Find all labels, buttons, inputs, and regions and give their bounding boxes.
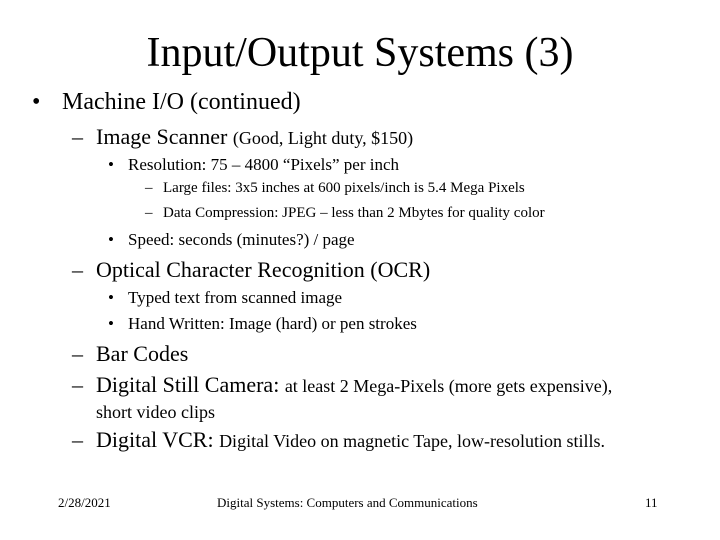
camera-detail-text: at least 2 Mega-Pixels (more gets expensive), (284, 376, 613, 396)
camera-continuation (96, 398, 215, 424)
scanner-detail-text: (Good, Light duty, $150) (232, 128, 414, 148)
dash-marker: – (72, 257, 83, 282)
sub-bullet-still-camera (72, 372, 612, 398)
dash-marker: – (72, 427, 83, 452)
speed-text: Speed: seconds (minutes?) / page (128, 230, 355, 249)
item-speed (108, 230, 355, 250)
vcr-main-text: Digital VCR: (96, 427, 214, 452)
footer-page-number: 11 (645, 495, 658, 510)
item-typed-text (108, 288, 342, 308)
dash-marker: – (72, 341, 83, 366)
sub-bullet-digital-vcr (72, 427, 605, 453)
bullet-marker: • (108, 288, 114, 307)
dash-marker: – (145, 205, 153, 221)
ocr-text: Optical Character Recognition (OCR) (96, 257, 431, 282)
dash-marker: – (72, 124, 83, 149)
bullet-machine-io (32, 89, 301, 116)
dash-marker: – (72, 372, 83, 397)
bullet-marker: • (108, 230, 114, 249)
bullet-marker: • (108, 314, 114, 333)
bullet-marker: • (108, 155, 114, 174)
resolution-text: Resolution: 75 – 4800 “Pixels” per inch (128, 155, 400, 174)
bar-codes-text: Bar Codes (96, 341, 189, 366)
bullet-text: Machine I/O (continued) (62, 89, 301, 115)
typed-text: Typed text from scanned image (128, 288, 343, 307)
footer-date: 2/28/2021 (58, 495, 111, 510)
camera-main-text: Digital Still Camera: (96, 372, 280, 397)
slide-title: Input/Output Systems (3) (146, 30, 574, 76)
sub-bullet-ocr (72, 257, 430, 283)
camera-detail-2-text: short video clips (96, 402, 215, 422)
vcr-detail-text: Digital Video on magnetic Tape, low-resolution stills. (219, 431, 605, 451)
compression-text: Data Compression: JPEG – less than 2 Mbytes for quality color (163, 205, 545, 221)
bullet-marker: • (32, 89, 41, 115)
scanner-main-text: Image Scanner (96, 124, 228, 149)
detail-large-files (145, 180, 525, 197)
large-files-text: Large files: 3x5 inches at 600 pixels/inch is 5.4 Mega Pixels (163, 180, 525, 196)
sub-bullet-image-scanner (72, 124, 413, 150)
footer-title: Digital Systems: Computers and Communications (217, 495, 478, 510)
sub-bullet-bar-codes (72, 341, 188, 367)
dash-marker: – (145, 180, 153, 196)
item-hand-written (108, 314, 417, 334)
detail-compression (145, 205, 545, 222)
item-resolution (108, 155, 399, 175)
hand-written-text: Hand Written: Image (hard) or pen strokes (128, 314, 417, 333)
